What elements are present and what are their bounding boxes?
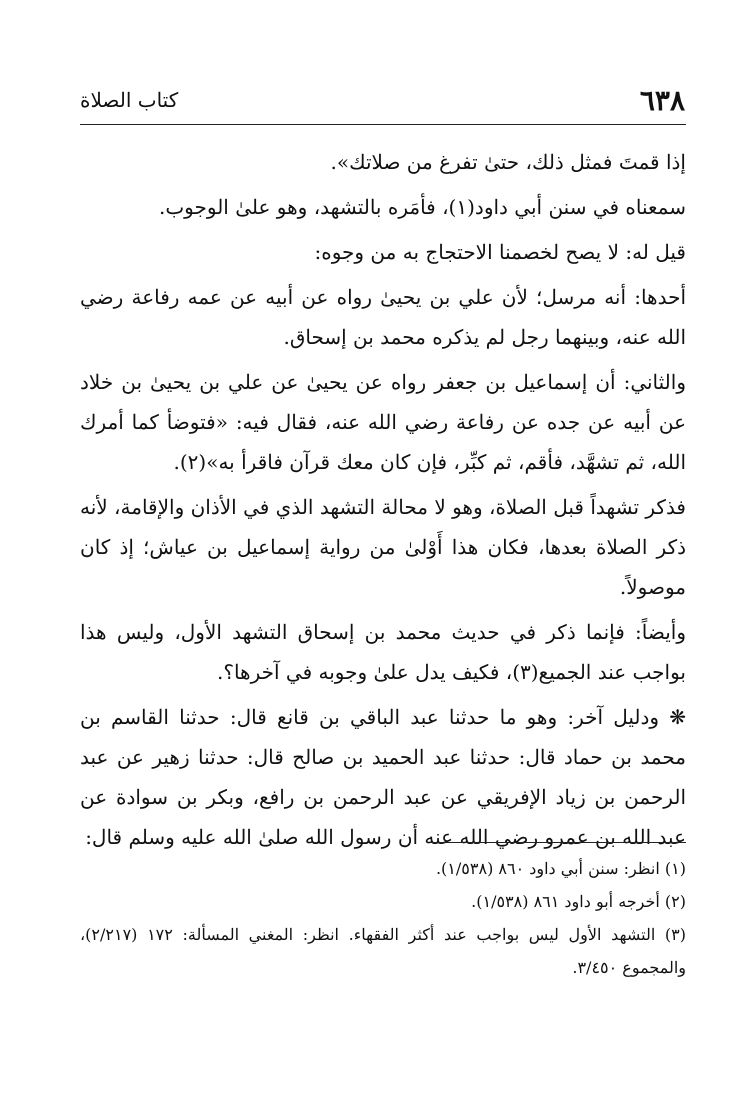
footnotes bbox=[80, 852, 686, 984]
paragraph: سمعناه في سنن أبي داود(١)، فأمَره بالتشهد، وهو علىٰ الوجوب. bbox=[159, 195, 686, 219]
page-number: ٦٣٨ bbox=[639, 84, 685, 117]
paragraph: قيل له: لا يصح لخصمنا الاحتجاج به من وجوه: bbox=[314, 240, 686, 264]
footnote-divider bbox=[430, 842, 686, 843]
page-header bbox=[80, 80, 685, 120]
running-title: كتاب الصلاة bbox=[80, 88, 179, 112]
header-divider bbox=[80, 124, 686, 125]
paragraph: والثاني: أن إسماعيل بن جعفر رواه عن يحيىٰ عن علي بن يحيىٰ بن خلاد عن أبيه عن جده عن رفاعة رضي الله عنه، فقال فيه: «فتوضأ كما أمرك الله، ثم تشهَّد، فأقم، ثم كبِّر، فإن كان معك قرآن فاقرأ به»(٢). bbox=[80, 370, 686, 474]
main-text bbox=[80, 142, 686, 862]
paragraph: ❋ ودليل آخر: وهو ما حدثنا عبد الباقي بن قانع قال: حدثنا القاسم بن محمد بن حماد قال: حدثنا عبد الحميد بن صالح قال: حدثنا زهير عن عبد الرحمن بن زياد الإفريقي عن عبد الرحمن بن رافع، وبكر بن سوادة عن عبد الله بن عمرو رضي الله عنه أن رسول الله صلىٰ الله عليه وسلم قال: bbox=[80, 705, 687, 849]
paragraph: وأيضاً: فإنما ذكر في حديث محمد بن إسحاق التشهد الأول، وليس هذا بواجب عند الجميع(٣)، فكيف يدل علىٰ وجوبه في آخرها؟. bbox=[80, 620, 686, 684]
paragraph: إذا قمتَ فمثل ذلك، حتىٰ تفرغ من صلاتك». bbox=[330, 150, 686, 174]
paragraph: فذكر تشهداً قبل الصلاة، وهو لا محالة التشهد الذي في الأذان والإقامة، لأنه ذكر الصلاة بعدها، فكان هذا أَوْلىٰ من رواية إسماعيل بن عياش؛ إذ كان موصولاً. bbox=[80, 495, 686, 599]
footnote: (٣) التشهد الأول ليس بواجب عند أكثر الفقهاء. انظر: المغني المسألة: ١٧٢ (٢/٢١٧)، والمجموع ٣/٤٥٠. bbox=[80, 925, 687, 977]
paragraph: أحدها: أنه مرسل؛ لأن علي بن يحيىٰ رواه عن أبيه عن عمه رفاعة رضي الله عنه، وبينهما رجل لم يذكره محمد بن إسحاق. bbox=[80, 285, 686, 349]
footnote: (١) انظر: سنن أبي داود ٨٦٠ (١/٥٣٨). bbox=[435, 859, 686, 878]
footnote: (٢) أخرجه أبو داود ٨٦١ (١/٥٣٨). bbox=[471, 892, 686, 911]
